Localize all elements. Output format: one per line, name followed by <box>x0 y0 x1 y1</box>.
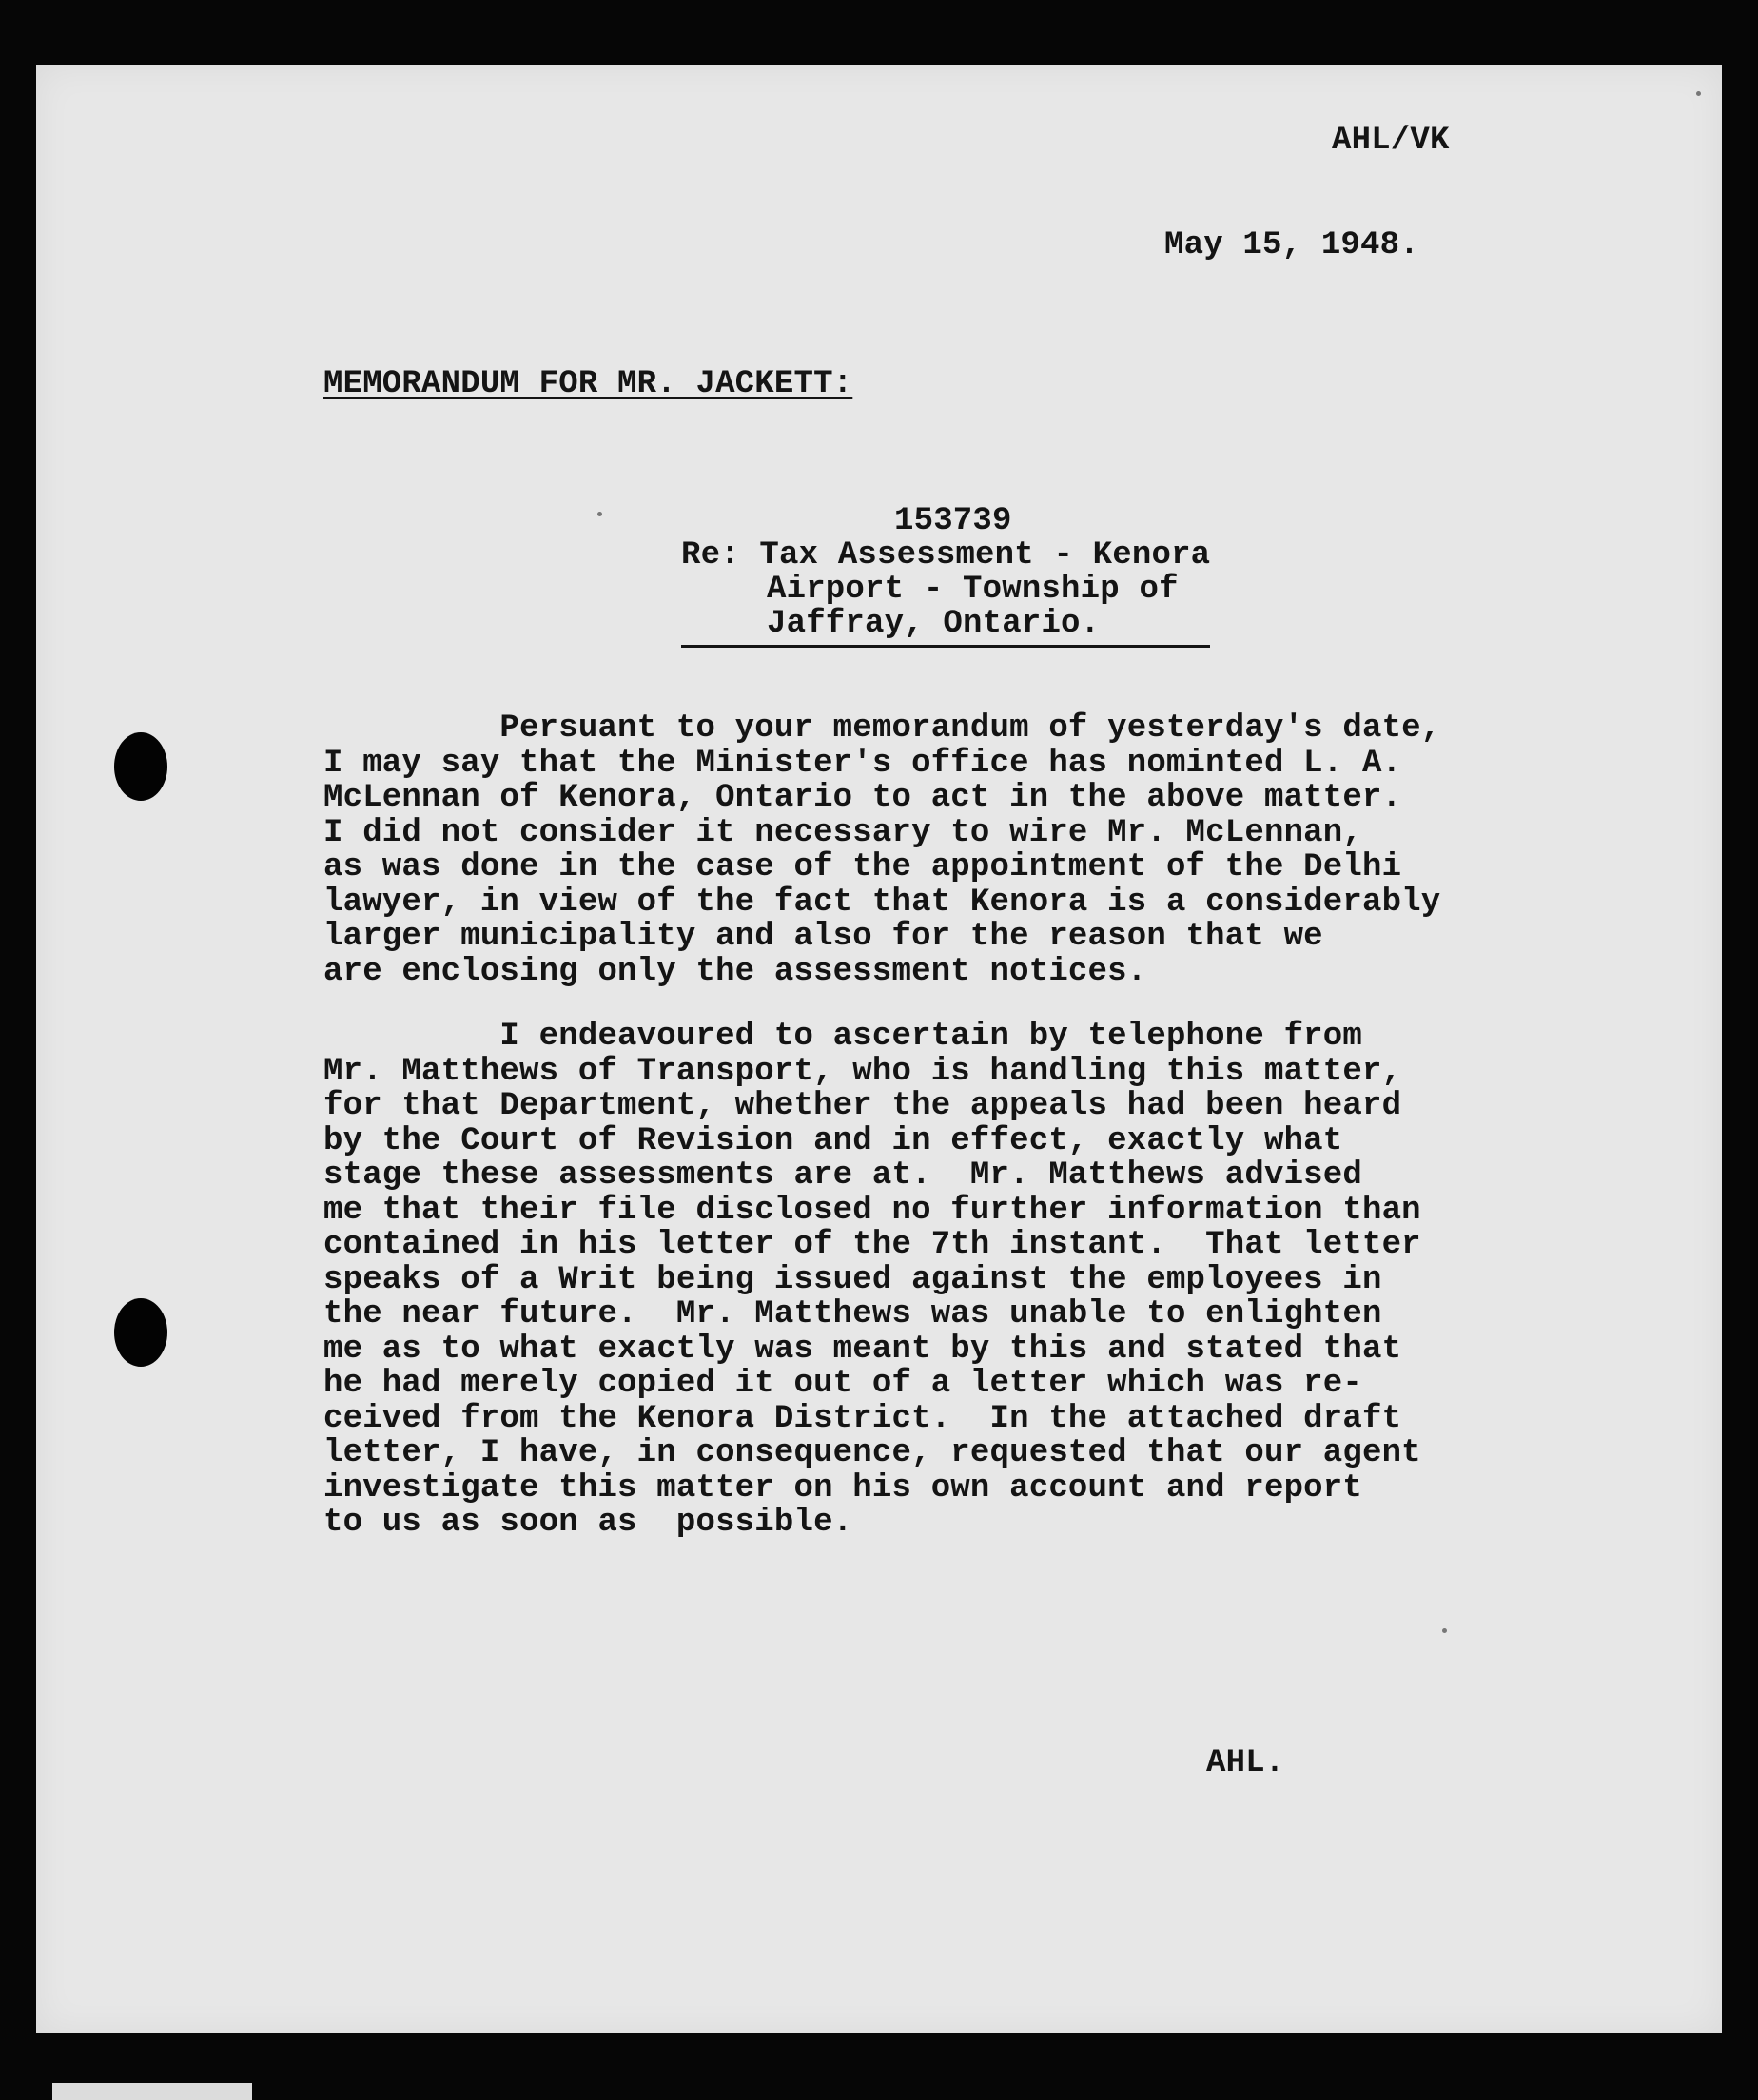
body-paragraph: I endeavoured to ascertain by telephone from Mr. Matthews of Transport, who is handling this matter, for that Department, whether the appeals had been heard by the Court of Revision and in effect, exactly what stage these assessments are at. Mr. Matthews advised me that their file disclosed no further information than contained in his letter of the 7th instant. That letter speaks of a Writ being issued against the employees in the near future. Mr. Matthews was unable to enlighten me as to what exactly was meant by this and stated that he had merely copied it out of a letter which was re- ceived from the Kenora District. In the attached draft letter, I have, in consequence, requested that our agent investigate this matter on his own account and report to us as soon as possible. <box>323 1019 1421 1541</box>
scan-edge-tab <box>52 2083 252 2100</box>
subject-line: Re: Tax Assessment - Kenora <box>681 537 1211 574</box>
punch-hole <box>114 1298 167 1367</box>
memo-date: May 15, 1948. <box>1164 227 1419 263</box>
signature-initials: AHL. <box>1206 1745 1285 1781</box>
subject-line: Jaffray, Ontario. <box>767 606 1101 642</box>
punch-hole <box>114 732 167 801</box>
paper-speck <box>597 512 602 516</box>
memo-heading: MEMORANDUM FOR MR. JACKETT: <box>323 366 853 402</box>
reference-initials: AHL/VK <box>1332 123 1450 159</box>
file-number: 153739 <box>894 503 1012 539</box>
subject-underline <box>681 645 1210 648</box>
paper-speck <box>1442 1628 1447 1633</box>
paper-speck <box>1696 91 1701 96</box>
subject-line: Airport - Township of <box>767 572 1179 608</box>
body-paragraph: Persuant to your memorandum of yesterday's date, I may say that the Minister's office has nominted L. A. McLennan of Kenora, Ontario to act in the above matter. I did not consider it necessary to wire Mr. McLennan, as was done in the case of the appointment of the Delhi lawyer, in view of the fact that Kenora is a considerably larger municipality and also for the reason that we are enclosing only the assessment notices. <box>323 710 1441 990</box>
